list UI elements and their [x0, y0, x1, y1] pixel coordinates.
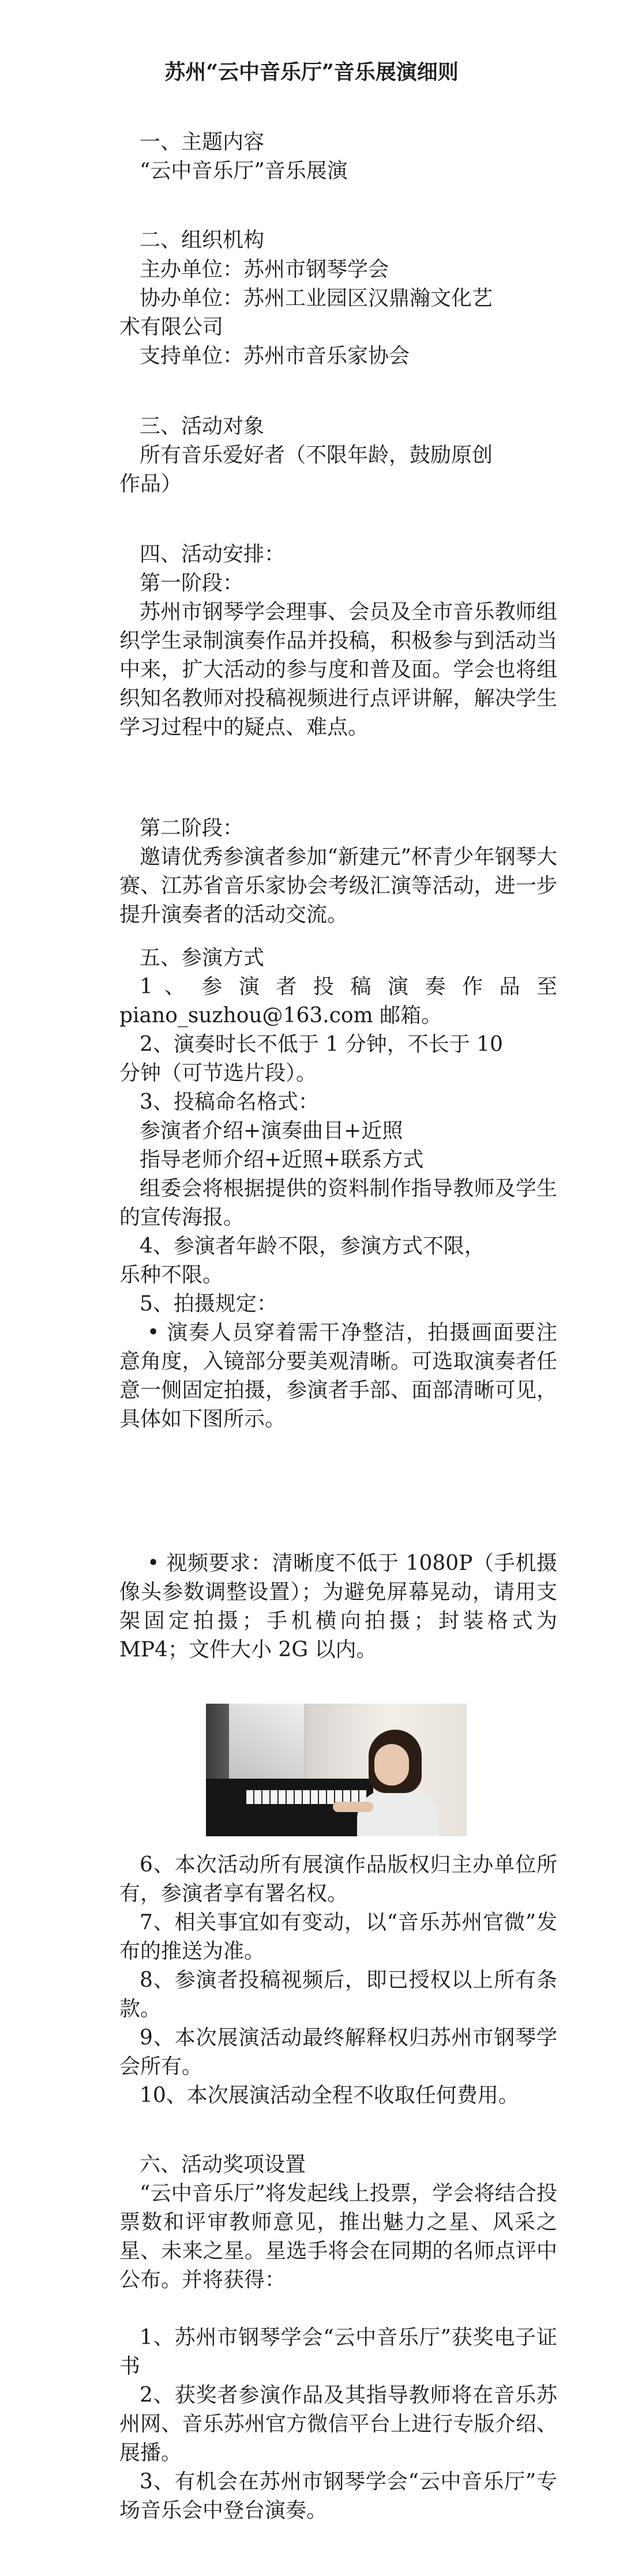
filming-rule-2: • 视频要求：清晰度不低于 1080P（手机摄像头参数调整设置）；为避免屏幕晃动，请用支架固定拍摄；手机横向拍摄；封装格式为MP4；文件大小 2G 以内。: [119, 1551, 557, 1662]
naming-format-1: 参演者介绍+演奏曲目+近照: [140, 1119, 403, 1143]
item-4-line1: 4、参演者年龄不限，参演方式不限，: [140, 1234, 485, 1258]
section-1-heading: 一、主题内容: [140, 130, 265, 154]
page-title: 苏州“云中音乐厅”音乐展演细则: [164, 60, 459, 84]
piano-player-photo: [206, 1704, 467, 1836]
section-4-heading: 四、活动安排：: [140, 543, 286, 566]
awards-intro: “云中音乐厅”将发起线上投票，学会将结合投票数和评审教师意见，推出魅力之星、风采之星、未来之星。星选手将会在同期的名师点评中公布。并将获得：: [119, 2182, 557, 2292]
item-3: 3、投稿命名格式：: [140, 1090, 319, 1114]
item-10: 10、本次展演活动全程不收取任何费用。: [140, 2084, 519, 2107]
item-9: 9、本次展演活动最终解释权归苏州市钢琴学会所有。: [119, 2026, 557, 2078]
poster-text: 组委会将根据提供的资料制作指导教师及学生的宣传海报。: [119, 1177, 557, 1229]
support-unit: 支持单位：苏州市音乐家协会: [140, 344, 410, 368]
host-unit: 主办单位：苏州市钢琴学会: [140, 258, 389, 281]
award-3: 3、有机会在苏州市钢琴学会“云中音乐厅”专场音乐会中登台演奏。: [119, 2470, 557, 2522]
participants-line2: 作品）: [119, 472, 182, 496]
section-2-heading: 二、组织机构: [140, 228, 265, 252]
award-1: 1、苏州市钢琴学会“云中音乐厅”获奖电子证书: [119, 2326, 557, 2378]
item-1-line1: 1 、 参 演 者 投 稿 演 奏 作 品 至: [140, 975, 557, 999]
filming-rule-1: • 演奏人员穿着需干净整洁，拍摄画面要注意角度，入镜部分要美观清晰。可选取演奏者任意一侧固定拍摄，参演者手部、面部清晰可见，具体如下图所示。: [119, 1321, 557, 1431]
item-6: 6、本次活动所有展演作品版权归主办单位所有，参演者享有署名权。: [119, 1853, 557, 1905]
participants-line1: 所有音乐爱好者（不限年龄，鼓励原创: [140, 443, 493, 467]
item-8: 8、参演者投稿视频后，即已授权以上所有条款。: [119, 1968, 557, 2021]
section-3-heading: 三、活动对象: [140, 415, 265, 438]
item-1-line2: piano_suzhou@163.com 邮箱。: [119, 1004, 442, 1027]
stage-1-text: 苏州市钢琴学会理事、会员及全市音乐教师组织学生录制演奏作品并投稿，积极参与到活动当中来，扩大活动的参与度和普及面。学会也将组织知名教师对投稿视频进行点评讲解，解决学生学习过程中的疑点、难点。: [119, 600, 557, 739]
section-6-heading: 六、活动奖项设置: [140, 2153, 306, 2176]
stage-2-text: 邀请优秀参演者参加“新建元”杯青少年钢琴大赛、江苏省音乐家协会考级汇演等活动，进一步提升演奏者的活动交流。: [119, 845, 557, 927]
naming-format-2: 指导老师介绍+近照+联系方式: [140, 1148, 424, 1172]
award-2: 2、获奖者参演作品及其指导教师将在音乐苏州网、音乐苏州官方微信平台上进行专版介绍、展播。: [119, 2383, 557, 2465]
stage-2-label: 第二阶段：: [140, 816, 244, 840]
section-1-body: “云中音乐厅”音乐展演: [140, 159, 348, 183]
section-5-heading: 五、参演方式: [140, 946, 265, 970]
item-4-line2: 乐种不限。: [119, 1263, 224, 1287]
co-host-unit-line1: 协办单位：苏州工业园区汉鼎瀚文化艺: [140, 287, 493, 310]
co-host-unit-line2: 术有限公司: [119, 315, 224, 339]
item-7: 7、相关事宜如有变动，以“音乐苏州官微”发布的推送为准。: [119, 1911, 557, 1963]
stage-1-label: 第一阶段：: [140, 571, 244, 595]
item-2-line2: 分钟（可节选片段）。: [119, 1061, 317, 1085]
item-5: 5、拍摄规定：: [140, 1292, 277, 1316]
item-2-line1: 2、演奏时长不低于 1 分钟，不长于 10: [140, 1033, 503, 1056]
